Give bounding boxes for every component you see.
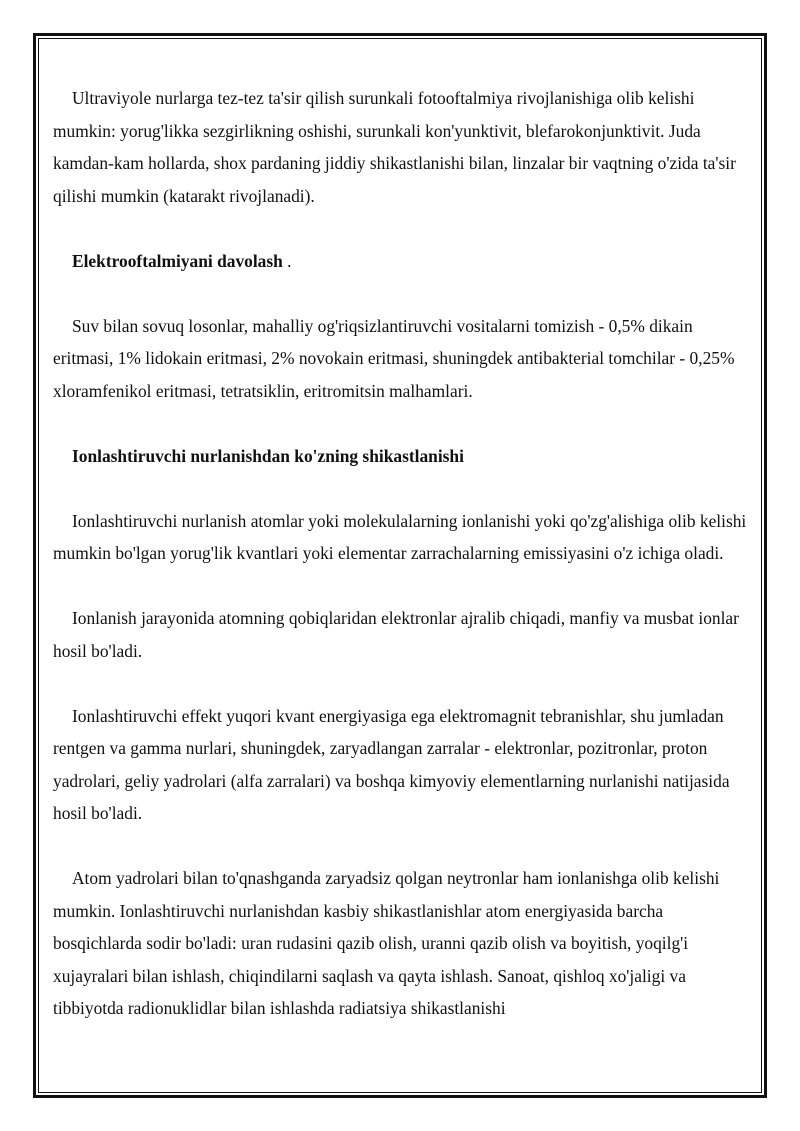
heading-ionizing-radiation-damage: Ionlashtiruvchi nurlanishdan ko'zning shikastlanishi bbox=[72, 445, 464, 466]
document-body bbox=[53, 82, 753, 1057]
heading-electroophthalmia-treatment bbox=[53, 245, 753, 278]
heading-trailing-period: . bbox=[282, 250, 292, 271]
paragraph-ionization-process: Ionlanish jarayonida atomning qobiqlaridan elektronlar ajralib chiqadi, manfiy va musbat ionlar hosil bo'ladi. bbox=[53, 608, 739, 661]
heading-text: Elektrooftalmiyani davolash bbox=[72, 250, 283, 271]
paragraph-ionizing-effect-sources: Ionlashtiruvchi effekt yuqori kvant energiyasiga ega elektromagnit tebranishlar, shu jumladan rentgen va gamma nurlari, shuningdek, zaryadlangan zarralar - elektronlar, pozitronlar, proton yadrolari, geliy yadrolari (alfa zarralari) va boshqa kimyoviy elementlarning nurlanishi natijasida hosil bo'ladi. bbox=[53, 705, 730, 823]
paragraph-ionizing-definition: Ionlashtiruvchi nurlanish atomlar yoki molekulalarning ionlanishi yoki qo'zg'alishiga olib kelishi mumkin bo'lgan yorug'lik kvantlari yoki elementar zarrachalarning emissiyasini o'z ichiga oladi. bbox=[53, 510, 747, 563]
paragraph-ultraviolet-effects: Ultraviyole nurlarga tez-tez ta'sir qilish surunkali fotooftalmiya rivojlanishiga olib kelishi mumkin: yorug'likka sezgirlikning oshishi, surunkali kon'yunktivit, blefarokonjunktivit. Juda kamdan-kam hollarda, shox pardaning jiddiy shikastlanishi bilan, linzalar bir vaqtning o'zida ta'sir qilishi mumkin (katarakt rivojlanadi). bbox=[53, 88, 736, 206]
paragraph-treatment-details: Suv bilan sovuq losonlar, mahalliy og'riqsizlantiruvchi vositalarni tomizish - 0,5% dikain eritmasi, 1% lidokain eritmasi, 2% novokain eritmasi, shuningdek antibakterial tomchilar - 0,25% xloramfenikol eritmasi, tetratsiklin, eritromitsin malhamlari. bbox=[53, 315, 735, 401]
paragraph-neutrons-occupational: Atom yadrolari bilan to'qnashganda zaryadsiz qolgan neytronlar ham ionlanishga olib kelishi mumkin. Ionlashtiruvchi nurlanishdan kasbiy shikastlanishlar atom energiyasida barcha bosqichlarda sodir bo'ladi: uran rudasini qazib olish, uranni qazib olish va boyitish, yoqilg'i xujayralari bilan ishlash, chiqindilarni saqlash va qayta ishlash. Sanoat, qishloq xo'jaligi va tibbiyotda radionuklidlar bilan ishlashda radiatsiya shikastlanishi bbox=[53, 868, 720, 1018]
